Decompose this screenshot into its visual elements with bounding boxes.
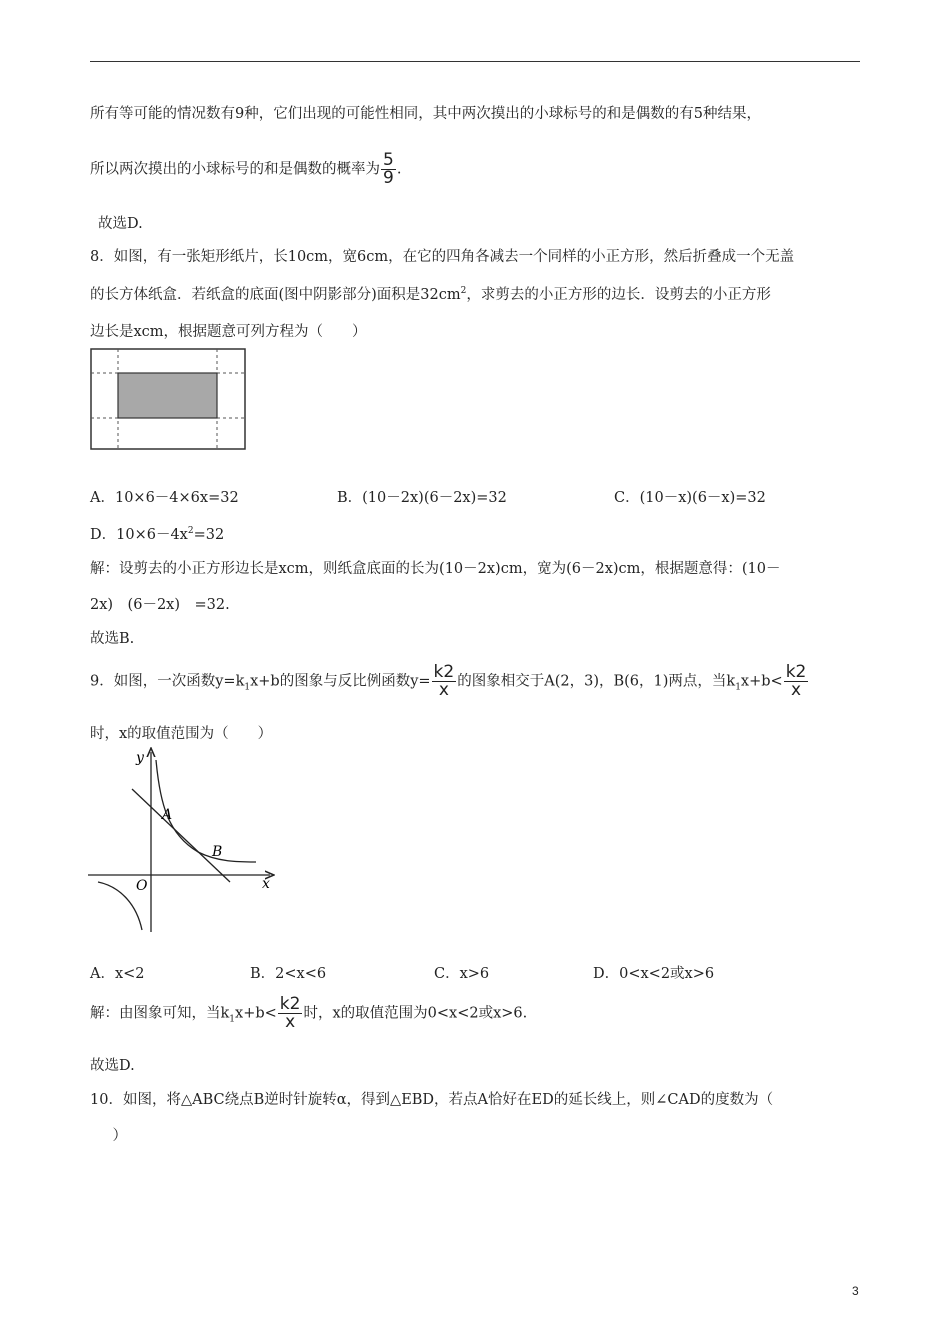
q8-answer: 故选B. [90, 631, 135, 647]
q8-stem-line3: 边长是xcm，根据题意可列方程为（ ） [90, 324, 367, 340]
fraction-numerator-k: k [785, 662, 796, 682]
q10-stem-line2: ） [98, 1128, 127, 1144]
fraction-numerator-k: k [433, 662, 444, 682]
q8-option-a: A．10×6－4×6x=32 [90, 490, 239, 506]
q9-answer: 故选D. [90, 1058, 135, 1074]
q8-option-d-pre: D．10×6－4x [90, 527, 188, 543]
fraction-denominator: x [438, 680, 449, 700]
fraction-numerator-sub: 2 [795, 662, 807, 682]
q7-text-line2-pre: 所以两次摸出的小球标号的和是偶数的概率为 [90, 161, 380, 178]
q7-probability-fraction [381, 152, 396, 187]
q9-solution [90, 996, 527, 1031]
q8-rectangle-figure [90, 348, 248, 452]
q8-option-b: B．(10－2x)(6－2x)=32 [337, 490, 507, 506]
graph-label-y: y [136, 750, 144, 766]
q9-stem-mid3: x+b< [740, 673, 783, 690]
q7-answer: 故选D. [98, 216, 143, 232]
q9-option-a: A．x<2 [90, 966, 145, 982]
fraction-denominator: x [285, 1012, 296, 1032]
q8-stem-line2-pre: 的长方体纸盒．若纸盒的底面(图中阴影部分)面积是32cm [90, 287, 461, 303]
q9-function-graph [88, 744, 280, 936]
q9-stem-mid1: x+b的图象与反比例函数y= [250, 673, 431, 690]
q9-stem-sub1: 1 [244, 682, 251, 693]
q9-solution-sub: 1 [229, 1014, 236, 1025]
q9-solution-mid: x+b< [235, 1005, 277, 1022]
q8-stem-line1: 8．如图，有一张矩形纸片，长10cm，宽6cm，在它的四角各减去一个同样的小正方形，然后折叠成一个无盖 [90, 249, 795, 265]
q9-inequality-fraction [784, 664, 809, 699]
q8-stem-line2-post: ，求剪去的小正方形的边长．设剪去的小正方形 [466, 287, 771, 303]
q10-stem-line1: 10．如图，将△ABC绕点B逆时针旋转α，得到△EBD，若点A恰好在ED的延长线上，则∠CAD的度数为（ [90, 1092, 774, 1108]
fraction-denominator: x [791, 680, 802, 700]
q9-stem-pre: 9．如图，一次函数y=k [90, 673, 245, 690]
q9-stem-line1 [90, 664, 809, 699]
q9-solution-post: 时，x的取值范围为0<x<2或x>6. [303, 1005, 528, 1022]
q9-stem-sub2: 1 [735, 682, 741, 693]
q8-option-d [90, 523, 224, 544]
q8-option-d-post: =32 [193, 527, 225, 543]
fraction-numerator: 5 [383, 150, 394, 170]
q9-option-d: D．0<x<2或x>6 [593, 966, 715, 982]
q9-option-c: C．x>6 [434, 966, 490, 982]
q7-text-line2-post: . [396, 161, 402, 178]
graph-label-x: x [262, 876, 270, 892]
q8-stem-line2 [90, 283, 771, 304]
q9-stem-mid2: 的图象相交于A(2，3)，B(6，1)两点，当k [457, 673, 736, 690]
graph-label-point-a: A [162, 807, 173, 823]
page-number: 3 [852, 1284, 859, 1298]
fraction-denominator: 9 [383, 168, 394, 188]
q7-text-line2 [90, 152, 401, 187]
fraction-numerator-sub: 2 [289, 994, 301, 1014]
fraction-numerator-sub: 2 [443, 662, 455, 682]
q9-stem-line2: 时，x的取值范围为（ ） [90, 726, 273, 742]
q8-solution-line2: 2x) (6－2x) =32. [90, 597, 230, 613]
graph-label-origin: O [136, 878, 148, 894]
q8-solution-line1: 解：设剪去的小正方形边长是xcm，则纸盒底面的长为(10－2x)cm，宽为(6－2x)cm，根据题意得：(10－ [90, 561, 781, 577]
q9-option-b: B．2<x<6 [250, 966, 327, 982]
q9-solution-pre: 解：由图象可知，当k [90, 1005, 230, 1022]
header-rule [90, 61, 860, 62]
fraction-numerator-k: k [279, 994, 290, 1014]
linear-function-line [132, 789, 230, 882]
q8-option-c: C．(10－x)(6－x)=32 [614, 490, 766, 506]
q9-inverse-fraction [432, 664, 457, 699]
q7-text-line1: 所有等可能的情况数有9种，它们出现的可能性相同，其中两次摸出的小球标号的和是偶数的有5种结果， [90, 106, 761, 122]
q8-stem-sup: 2 [460, 286, 467, 297]
q9-solution-fraction [278, 996, 303, 1031]
graph-label-point-b: B [212, 844, 223, 860]
q8-option-d-sup: 2 [187, 526, 194, 537]
